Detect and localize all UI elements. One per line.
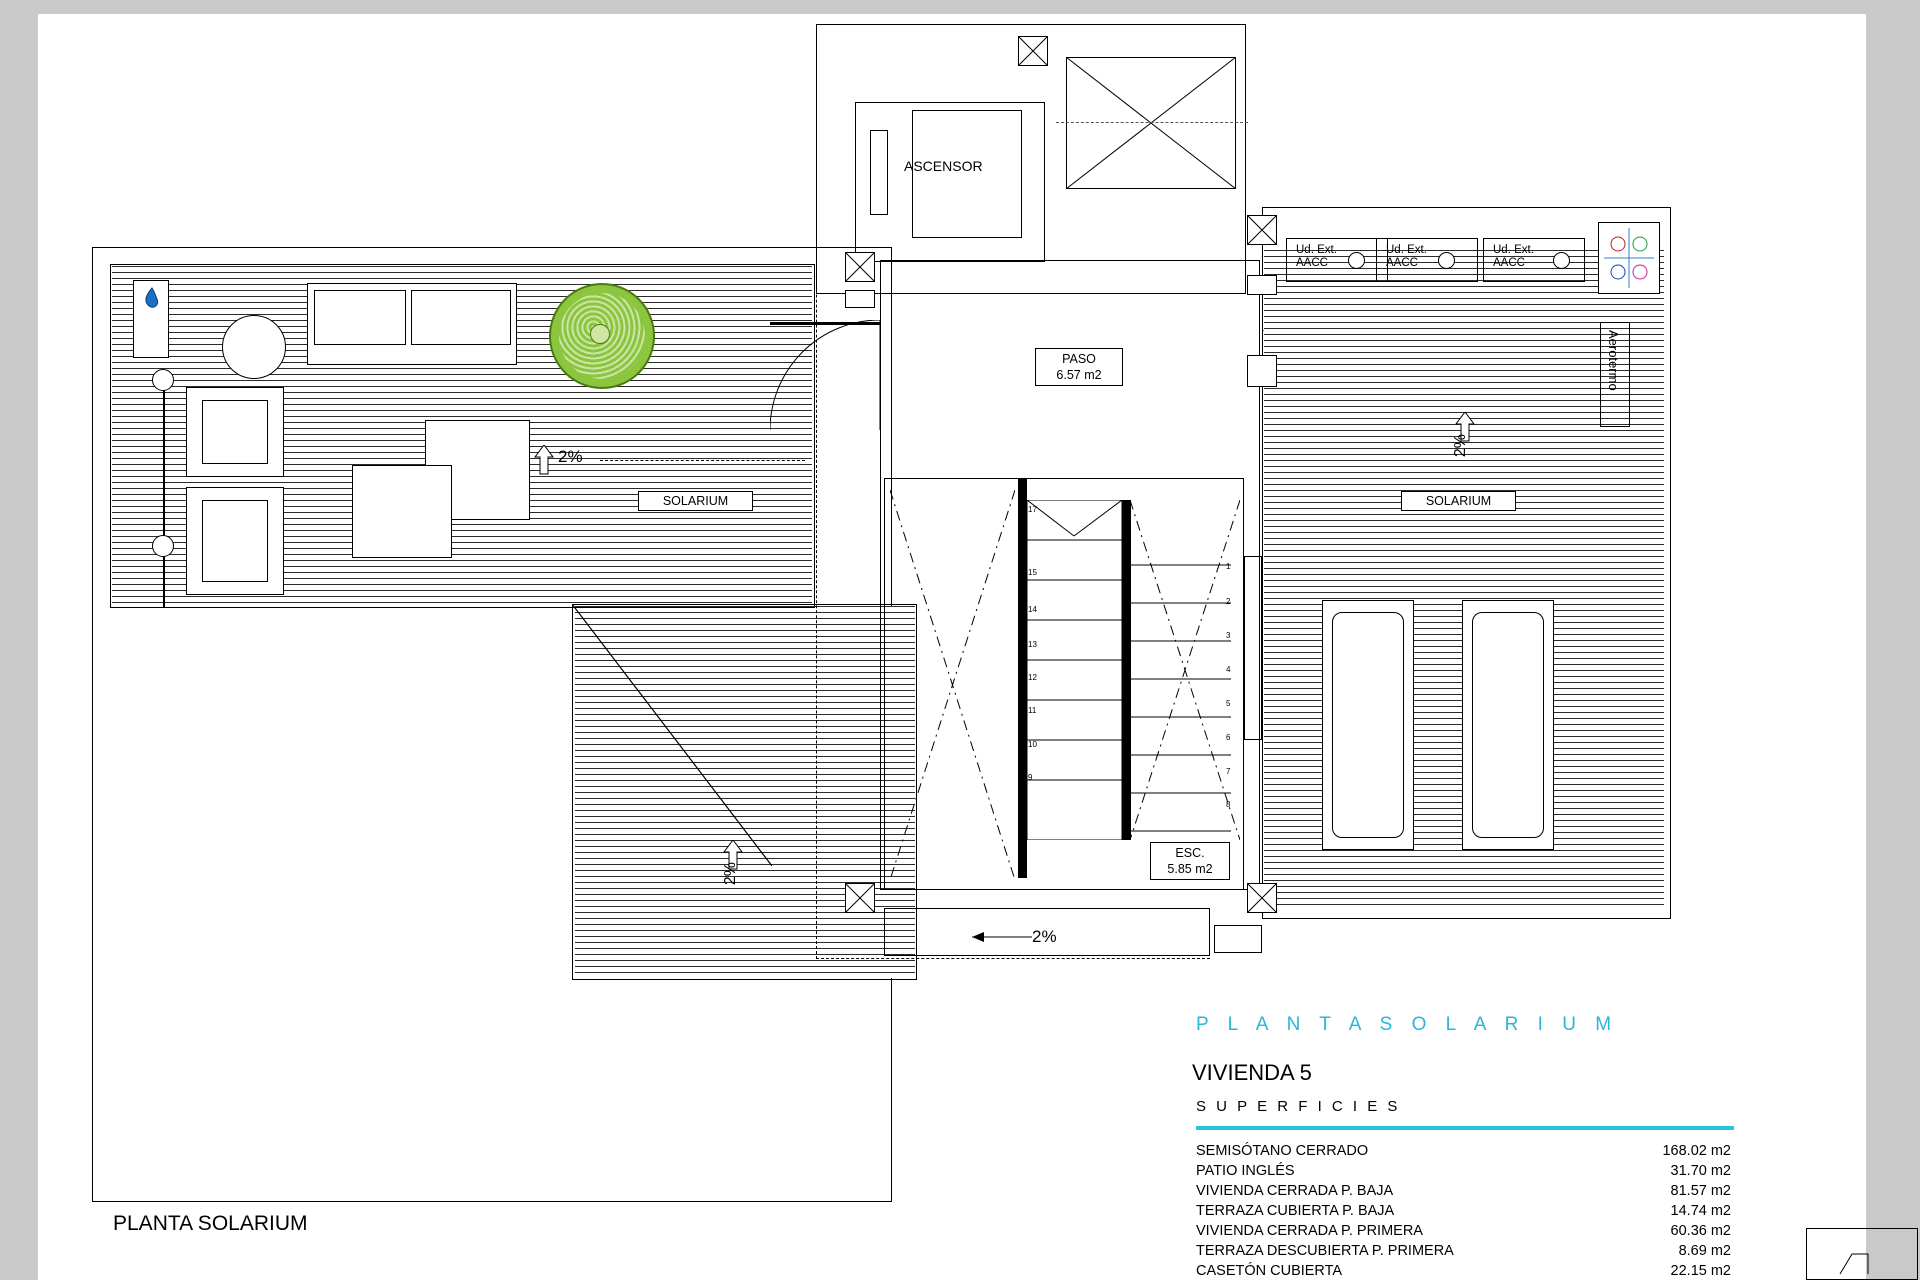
stair-number: 15 xyxy=(1028,568,1037,577)
surfaces-rule xyxy=(1196,1126,1734,1130)
rail-node-top xyxy=(152,369,174,391)
surface-row-value: 60.36 m2 xyxy=(1670,1223,1731,1239)
stair-number: 6 xyxy=(1226,733,1231,742)
surface-row-value: 8.69 m2 xyxy=(1678,1243,1731,1259)
stair-number: 4 xyxy=(1226,665,1231,674)
aacc-unit-3-node xyxy=(1553,252,1570,269)
room-label-solarium-right: SOLARIUM xyxy=(1401,491,1516,511)
room-label-solarium-left: SOLARIUM xyxy=(638,491,753,511)
room-label-ascensor: ASCENSOR xyxy=(904,158,983,174)
paso-name: PASO xyxy=(1062,352,1096,366)
aacc-unit-3-label: Ud. Ext. AACC xyxy=(1493,244,1534,269)
stair-treads-left xyxy=(1027,500,1122,840)
skylight-cross xyxy=(1066,57,1236,189)
stair-wall-left xyxy=(1018,478,1027,878)
bottom-gutter xyxy=(884,908,1210,956)
stair-number: 8 xyxy=(1226,800,1231,809)
stair-number: 11 xyxy=(1028,706,1037,715)
surface-row-label: TERRAZA DESCUBIERTA P. PRIMERA xyxy=(1196,1243,1454,1259)
room-label-paso xyxy=(1035,348,1123,386)
stair-number: 14 xyxy=(1028,605,1037,614)
door-leaf-left xyxy=(770,322,880,325)
surfaces-heading: S U P E R F I C I E S xyxy=(1196,1098,1401,1115)
pillar-c-cross xyxy=(1247,215,1277,245)
surface-row-label: VIVIENDA CERRADA P. BAJA xyxy=(1196,1183,1394,1199)
stair-number: 5 xyxy=(1226,699,1231,708)
surface-row-label: SEMISÓTANO CERRADO xyxy=(1196,1143,1369,1159)
surface-row-value: 22.15 m2 xyxy=(1670,1263,1731,1279)
sheet-title: PLANTA SOLARIUM xyxy=(113,1212,308,1235)
lounger-right-2-pad xyxy=(1472,612,1544,838)
stair-number: 17 xyxy=(1028,505,1037,514)
surface-row-value: 81.57 m2 xyxy=(1670,1183,1731,1199)
pillar-e-cross xyxy=(1247,883,1277,913)
dwelling-title: VIVIENDA 5 xyxy=(1192,1060,1312,1085)
stair-number: 7 xyxy=(1226,767,1231,776)
slope-label-bottom: 2% xyxy=(1032,927,1057,946)
surface-row-label: VIVIENDA CERRADA P. PRIMERA xyxy=(1196,1223,1423,1239)
furniture-table-square2 xyxy=(352,465,452,558)
aacc-unit-1-node xyxy=(1348,252,1365,269)
surface-row-value: 14.74 m2 xyxy=(1670,1203,1731,1219)
shaft-narrow xyxy=(1244,556,1262,740)
stair-number: 3 xyxy=(1226,631,1231,640)
surfaces-table xyxy=(1196,1142,1741,1282)
pillar-b-cross xyxy=(845,252,875,282)
slope-label-left: 2% xyxy=(558,447,583,466)
aacc-unit-2-node xyxy=(1438,252,1455,269)
aacc-unit-2-label: Ud. Ext. AACC xyxy=(1386,244,1427,269)
pillar-d-cross xyxy=(845,883,875,913)
slope-label-right: 2% xyxy=(1452,434,1469,458)
stair-treads-right xyxy=(1131,535,1231,840)
skylight-centerline xyxy=(1056,122,1248,123)
lounger-right-1-pad xyxy=(1332,612,1404,838)
core-dash-left xyxy=(816,24,817,959)
pillar-a-cross xyxy=(1018,36,1048,66)
core-dash-bottom xyxy=(816,958,1210,959)
furniture-sofa-seat-right xyxy=(411,290,511,345)
slope-label-lower: 2% xyxy=(722,862,739,886)
slope-dash-left xyxy=(600,460,805,461)
furniture-sofa-seat-left xyxy=(314,290,406,345)
top-band xyxy=(0,0,1920,14)
left-band xyxy=(0,0,38,1280)
slope-arrow-left xyxy=(534,445,554,475)
aerotermo-symbol xyxy=(1604,228,1654,288)
detail-stamp-mark xyxy=(1838,1248,1886,1278)
aerotermo-label: Aerotermo xyxy=(1606,330,1621,391)
ascensor-door xyxy=(870,130,888,215)
shower-head-icon xyxy=(141,286,163,312)
surface-row-value: 31.70 m2 xyxy=(1670,1163,1731,1179)
paso-area: 6.57 m2 xyxy=(1056,368,1102,382)
room-label-esc xyxy=(1150,842,1230,880)
planter-center xyxy=(590,324,610,344)
wall-stub-left-1 xyxy=(845,290,875,308)
ascensor-cabin xyxy=(912,110,1022,238)
surface-row-label: CASETÓN CUBIERTA xyxy=(1196,1263,1343,1279)
plan-title-cyan: P L A N T A S O L A R I U M xyxy=(1196,1014,1619,1035)
stair-number: 1 xyxy=(1226,562,1231,571)
stair-number: 9 xyxy=(1028,773,1033,782)
stair-number: 13 xyxy=(1028,640,1037,649)
surface-row-label: TERRAZA CUBIERTA P. BAJA xyxy=(1196,1203,1395,1219)
terrace-diagonal xyxy=(572,604,772,866)
stair-number: 12 xyxy=(1028,673,1037,682)
wall-stub-right-1 xyxy=(1247,275,1277,295)
drain-box xyxy=(1214,925,1262,953)
wall-stub-right-2 xyxy=(1247,355,1277,387)
left-rail xyxy=(163,376,165,607)
surface-row-value: 168.02 m2 xyxy=(1662,1143,1731,1159)
esc-name: ESC. xyxy=(1175,846,1205,860)
furniture-round-table xyxy=(222,315,286,379)
stair-left-cross xyxy=(890,490,1015,880)
rail-node-bottom xyxy=(152,535,174,557)
furniture-lounger-bottom-inner xyxy=(202,500,268,582)
aacc-unit-1-label: Ud. Ext. AACC xyxy=(1296,244,1337,269)
right-band xyxy=(1866,0,1920,1280)
stair-number: 2 xyxy=(1226,597,1231,606)
stair-number: 10 xyxy=(1028,740,1037,749)
esc-area: 5.85 m2 xyxy=(1167,862,1213,876)
surface-row-label: PATIO INGLÉS xyxy=(1196,1163,1295,1179)
door-arc-left xyxy=(770,320,880,430)
furniture-lounger-top-inner xyxy=(202,400,268,464)
